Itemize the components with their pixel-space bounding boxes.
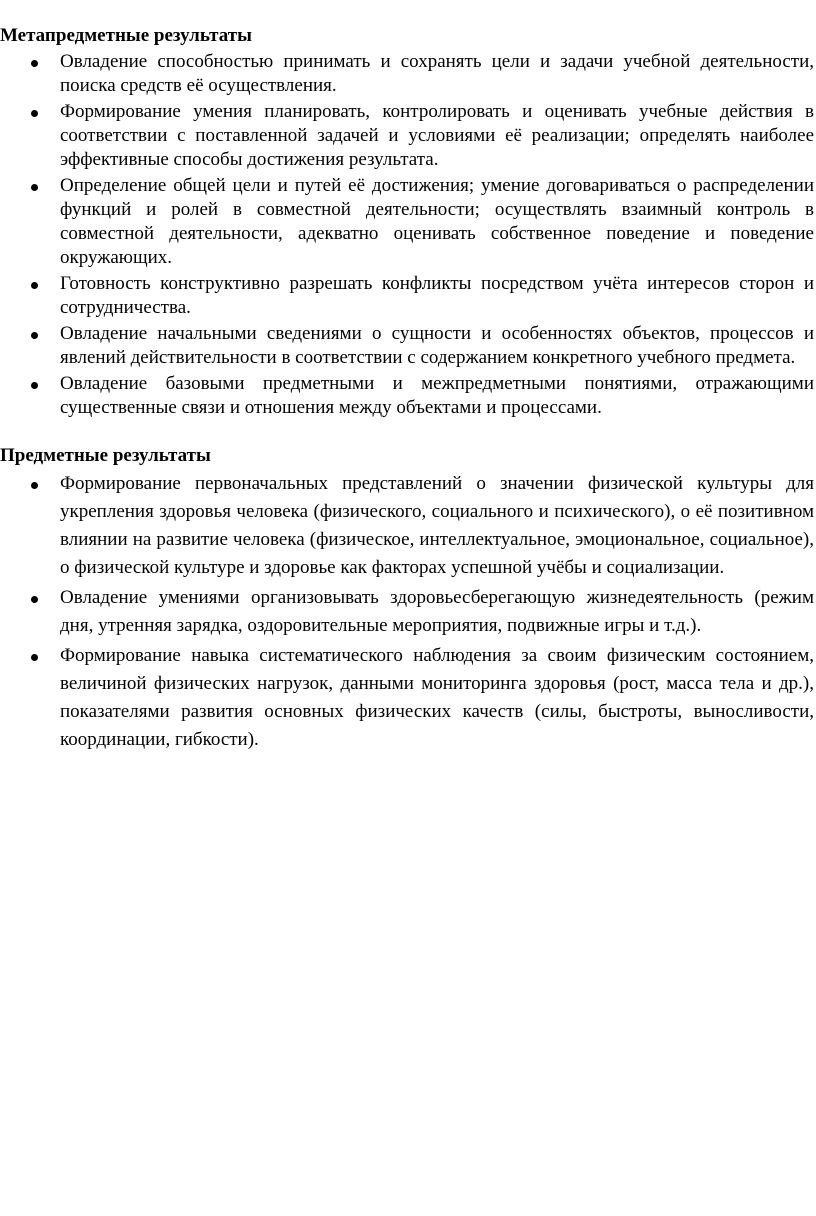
list-item-text: Овладение базовыми предметными и межпредметными понятиями, отражающими существенные связи и отношения между объектами и процессами.	[60, 373, 814, 418]
subject-list	[0, 470, 814, 754]
list-item	[0, 100, 814, 172]
list-item	[0, 272, 814, 320]
list-item	[0, 322, 814, 370]
list-item	[0, 470, 814, 582]
list-item	[0, 50, 814, 98]
list-item-text: Определение общей цели и путей её достижения; умение договариваться о распределении функций и ролей в совместной деятельности; осуществлять взаимный контроль в совместной деятельности, адекватно оценивать собственное поведение и поведение окружающих.	[60, 175, 814, 268]
list-item-text: Овладение способностью принимать и сохранять цели и задачи учебной деятельности, поиска средств её осуществления.	[60, 51, 814, 96]
list-item-text: Готовность конструктивно разрешать конфликты посредством учёта интересов сторон и сотрудничества.	[60, 273, 814, 318]
bullet-icon	[31, 654, 38, 661]
list-item-text: Формирование умения планировать, контролировать и оценивать учебные действия в соответствии с поставленной задачей и условиями её реализации; определять наиболее эффективные способы достижения результата.	[60, 101, 814, 170]
bullet-icon	[31, 332, 38, 339]
list-item-text: Овладение начальными сведениями о сущности и особенностях объектов, процессов и явлений действительности в соответствии с содержанием конкретного учебного предмета.	[60, 323, 814, 368]
list-item	[0, 642, 814, 754]
list-item-text: Формирование первоначальных представлений о значении физической культуры для укрепления здоровья человека (физического, социального и психического), о её позитивном влиянии на развитие человека (физическое, интеллектуальное, эмоциональное, социальное), о физической культуре и здоровье как факторах успешной учёбы и социализации.	[60, 473, 814, 578]
list-item	[0, 174, 814, 270]
section-title-metasubject: Метапредметные результаты	[0, 25, 252, 46]
bullet-icon	[31, 184, 38, 191]
bullet-icon	[31, 596, 38, 603]
bullet-icon	[31, 382, 38, 389]
list-item-text: Формирование навыка систематического наблюдения за своим физическим состоянием, величиной физических нагрузок, данными мониторинга здоровья (рост, масса тела и др.), показателями развития основных физических качеств (силы, быстроты, выносливости, координации, гибкости).	[60, 645, 814, 750]
section-spacer	[0, 422, 814, 444]
bullet-icon	[31, 482, 38, 489]
list-item	[0, 584, 814, 640]
list-item-text: Овладение умениями организовывать здоровьесберегающую жизнедеятельность (режим дня, утренняя зарядка, оздоровительные мероприятия, подвижные игры и т.д.).	[60, 587, 814, 636]
section-title-subject: Предметные результаты	[0, 445, 211, 466]
metasubject-list	[0, 50, 814, 420]
list-item	[0, 372, 814, 420]
bullet-icon	[31, 60, 38, 67]
bullet-icon	[31, 282, 38, 289]
bullet-icon	[31, 110, 38, 117]
